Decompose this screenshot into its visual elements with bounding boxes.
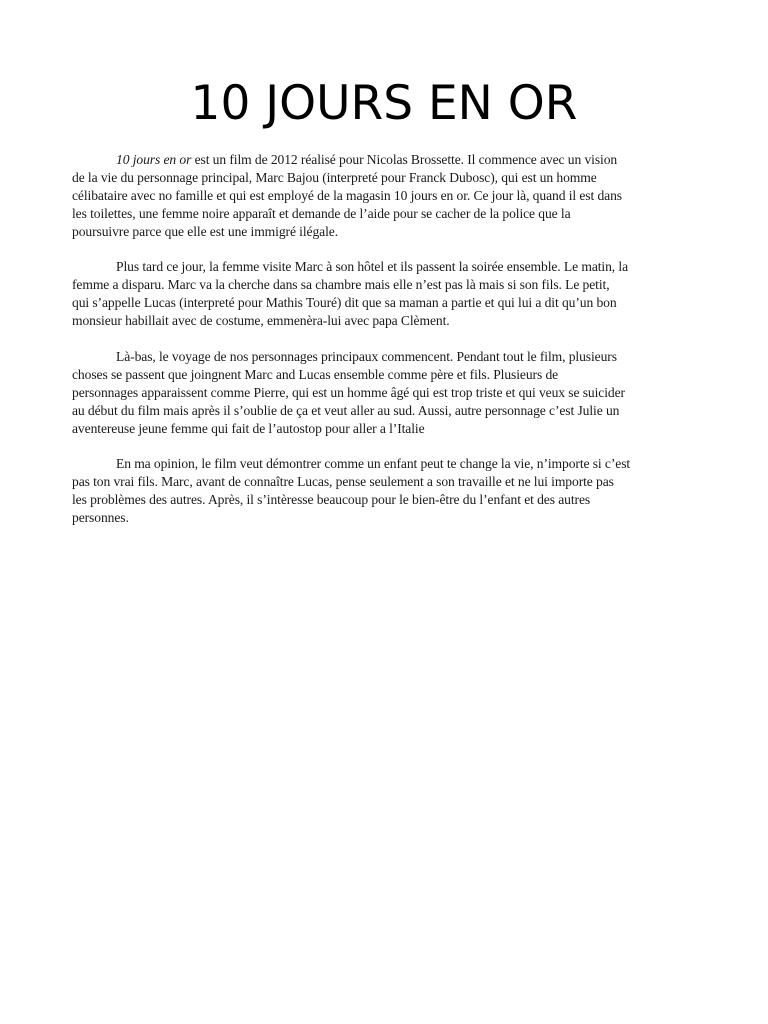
paragraph-4	[72, 455, 700, 527]
paragraph-3	[72, 348, 700, 438]
paragraph-text: est un film de 2012 réalisé pour Nicolas Brossette. Il commence avec un vision	[191, 152, 618, 167]
paragraph-2	[72, 258, 700, 330]
paragraph-line: personnes.	[72, 510, 129, 526]
paragraph-1	[72, 151, 700, 241]
paragraph-line: les problèmes des autres. Après, il s’intèresse beaucoup pour le bien-être du l’enfant et des autres	[72, 492, 591, 508]
document-title: 10 JOURS EN OR	[190, 76, 578, 131]
paragraph-line: Là-bas, le voyage de nos personnages principaux commencent. Pendant tout le film, plusieurs	[116, 348, 617, 364]
paragraph-line: aventereuse jeune femme qui fait de l’autostop pour aller a l’Italie	[72, 420, 425, 436]
document-body	[72, 151, 700, 545]
paragraph-line: Plus tard ce jour, la femme visite Marc à son hôtel et ils passent la soirée ensemble. Le matin, la	[116, 259, 629, 275]
film-title-italic: 10 jours en or	[116, 152, 192, 167]
paragraph-line: de la vie du personnage principal, Marc Bajou (interpreté pour Franck Dubosc), qui est un homme	[72, 169, 597, 185]
paragraph-line: En ma opinion, le film veut démontrer comme un enfant peut te change la vie, n’importe si c’est	[116, 456, 631, 472]
paragraph-line: personnages apparaissent comme Pierre, qui est un homme âgé qui est trop triste et qui veux se suicider	[72, 384, 625, 400]
paragraph-line: choses se passent que joingnent Marc and Lucas ensemble comme père et fils. Plusieurs de	[72, 366, 559, 382]
paragraph-line: les toilettes, une femme noire apparaît et demande de l’aide pour se cacher de la police que la	[72, 205, 571, 221]
paragraph-line	[72, 151, 700, 169]
paragraph-line: poursuivre parce que elle est une immigré ilégale.	[72, 223, 339, 239]
paragraph-line: célibataire avec no famille et qui est employé de la magasin 10 jours en or. Ce jour là, quand il est dans	[72, 187, 622, 203]
paragraph-line: monsieur habillait avec de costume, emmenèra-lui avec papa Clèment.	[72, 313, 450, 329]
paragraph-line: qui s’appelle Lucas (interpreté pour Mathis Touré) dit que sa maman a partie et qui lui a dit qu’un bon	[72, 295, 617, 311]
paragraph-line: pas ton vrai fils. Marc, avant de connaître Lucas, pense seulement a son travaille et ne lui importe pas	[72, 474, 614, 490]
paragraph-line: au début du film mais après il s’oublie de ça et veut aller au sud. Aussi, autre personnage c’est Julie un	[72, 402, 620, 418]
paragraph-line: femme a disparu. Marc va la cherche dans sa chambre mais elle n’est pas là mais si son fils. Le petit,	[72, 277, 610, 293]
